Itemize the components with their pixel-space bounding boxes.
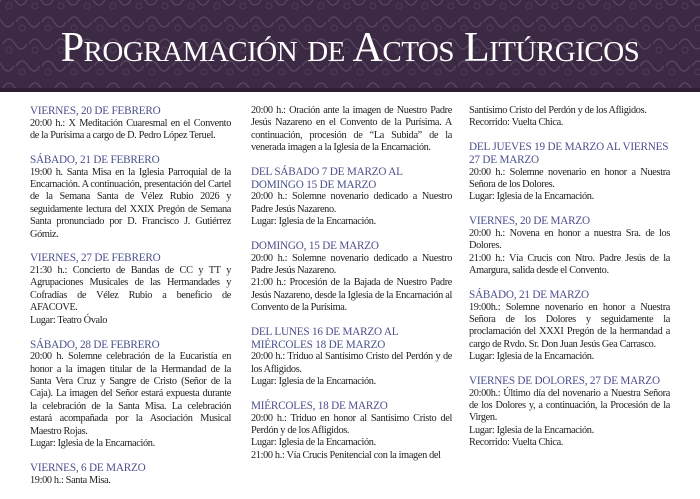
event-item <box>469 375 670 450</box>
event-description: 20:00 h.: Solemne novenario dedicado a Nuestro Padre Jesús Nazareno. <box>251 252 452 277</box>
event-description: Lugar: Iglesia de la Encarnación. <box>469 424 594 436</box>
event-item <box>251 166 452 228</box>
event-description: 19:00 h. Santa Misa en la Iglesia Parroquial de la Encarnación. A continuación, presentación del Cartel de la Semana Santa de Vélez Rubio 2026 y seguidamente lectura del XXIX Pregón de Semana Santa pronunciado por D. Francisco J. Gutiérrez Gómiz. <box>30 166 231 240</box>
event-item <box>30 154 231 241</box>
event-description: Lugar: Iglesia de la Encarnación. <box>251 437 376 449</box>
event-description: Lugar: Iglesia de la Encarnación. <box>251 376 376 388</box>
event-description: Recorrido: Vuelta Chica. <box>469 437 564 449</box>
event-description: 20:00 h.: Oración ante la imagen de Nuestro Padre Jesús Nazareno en el Convento de la Purísima. A continuación, procesión de “La Subida” de la venerada imagen a la Iglesia de la Encarnación. <box>251 105 452 154</box>
event-item <box>469 105 670 130</box>
event-item <box>251 400 452 462</box>
event-description: 20:00 h.: Triduo al Santísimo Cristo del Perdón y de los Afligidos. <box>251 351 452 375</box>
event-date-heading: VIERNES DE DOLORES, 27 DE MARZO <box>469 375 660 388</box>
event-item <box>30 105 231 142</box>
event-date-heading: VIERNES, 20 DE FEBRERO <box>30 105 161 117</box>
column-2 <box>251 105 452 474</box>
page-title: Programación de Actos Litúrgicos <box>60 25 640 71</box>
event-date-heading: DEL JUEVES 19 DE MARZO AL VIERNES 27 DE MARZO <box>469 141 669 166</box>
event-description: 20:00 h.: Solemne novenario dedicado a Nuestro Padre Jesús Nazareno. <box>251 191 452 215</box>
header-divider <box>0 88 700 92</box>
event-description: Recorrido: Vuelta Chica. <box>469 117 564 129</box>
event-item <box>30 252 231 327</box>
event-item <box>251 105 452 155</box>
event-date-heading: DEL LUNES 16 DE MARZO AL MIÉRCOLES 18 DE MARZO <box>251 326 398 351</box>
event-date-heading: DEL SÁBADO 7 DE MARZO AL DOMINGO 15 DE MARZO <box>251 166 403 191</box>
event-date-heading: SÁBADO, 21 DE FEBRERO <box>30 153 160 166</box>
header-banner <box>0 0 700 88</box>
event-item <box>469 289 670 364</box>
column-1 <box>30 105 231 498</box>
event-description: 20:00 h.: Novena en honor a nuestra Sra. de los Dolores. <box>469 227 670 252</box>
event-item <box>469 215 670 277</box>
event-description: Lugar: Iglesia de la Encarnación. <box>30 438 155 449</box>
event-date-heading: VIERNES, 6 DE MARZO <box>30 461 146 474</box>
event-description: Lugar: Iglesia de la Encarnación. <box>251 216 376 228</box>
event-description: 21:00 h.: Procesión de la Bajada de Nuestro Padre Jesús Nazareno, desde la Iglesia de la Encarnación al Convento de la Purísima. <box>251 277 452 314</box>
event-description: Lugar: Iglesia de la Encarnación. <box>469 191 594 203</box>
column-3 <box>469 105 670 461</box>
event-description: 19:00 h.: Santa Misa. <box>30 474 111 486</box>
event-item <box>30 339 231 451</box>
event-item <box>251 326 452 388</box>
event-item <box>469 141 670 203</box>
event-description: 20:00 h.: X Meditación Cuaresmal en el Convento de la Purísima a cargo de D. Pedro López Teruel. <box>30 117 231 141</box>
event-description: 21:30 h.: Concierto de Bandas de CC y TT y Agrupaciones Musicales de las Hermandades y Cofradías de Vélez Rubio a beneficio de AFACOVE. <box>30 265 231 314</box>
event-description: 21:00 h.: Vía Crucis con Ntro. Padre Jesús de la Amargura, salida desde el Convento. <box>469 252 670 277</box>
event-description: 20:00 h.: Solemne novenario en honor a Nuestra Señora de los Dolores. <box>469 166 670 190</box>
event-description: 20:00h.: Último día del novenario a Nuestra Señora de los Dolores y, a continuación, la Procesión de la Virgen. <box>469 387 670 424</box>
event-description: 19:00h.: Solemne novenario en honor a Nuestra Señora de los Dolores y seguidamente la proclamación del XXXI Pregón de la hermandad a cargo de Rvdo. Sr. Don Juan Jesús Gea Carrasco. <box>469 301 670 350</box>
event-description: Lugar: Teatro Óvalo <box>30 314 108 326</box>
event-description: 20:00 h.: Triduo en honor al Santísimo Cristo del Perdón y de los Afligidos. <box>251 412 452 437</box>
event-item <box>251 240 452 315</box>
event-description: Santísimo Cristo del Perdón y de los Afligidos. <box>469 105 647 116</box>
event-date-heading: VIERNES, 27 DE FEBRERO <box>30 252 161 265</box>
event-date-heading: MIÉRCOLES, 18 DE MARZO <box>251 400 388 413</box>
event-description: 20:00 h. Solemne celebración de la Eucaristía en honor a la imagen titular de la Hermandad de la Santa Vera Cruz y Sangre de Cristo (Señor de la Caja). La imagen del Señor estará expuesta durante la celebración de la Santa Misa. La celebración estará acompañada por la Asociación Musical Maestro Rojas. <box>30 351 231 437</box>
event-date-heading: SÁBADO, 28 DE FEBRERO <box>30 338 160 351</box>
event-date-heading: VIERNES, 20 DE MARZO <box>469 215 590 228</box>
event-description: 21:00 h.: Vía Crucis Penitencial con la imagen del <box>251 449 441 461</box>
event-item <box>30 462 231 487</box>
event-date-heading: SÁBADO, 21 DE MARZO <box>469 288 589 301</box>
event-date-heading: DOMINGO, 15 DE MARZO <box>251 240 379 253</box>
event-description: Lugar: Iglesia de la Encarnación. <box>469 351 594 363</box>
